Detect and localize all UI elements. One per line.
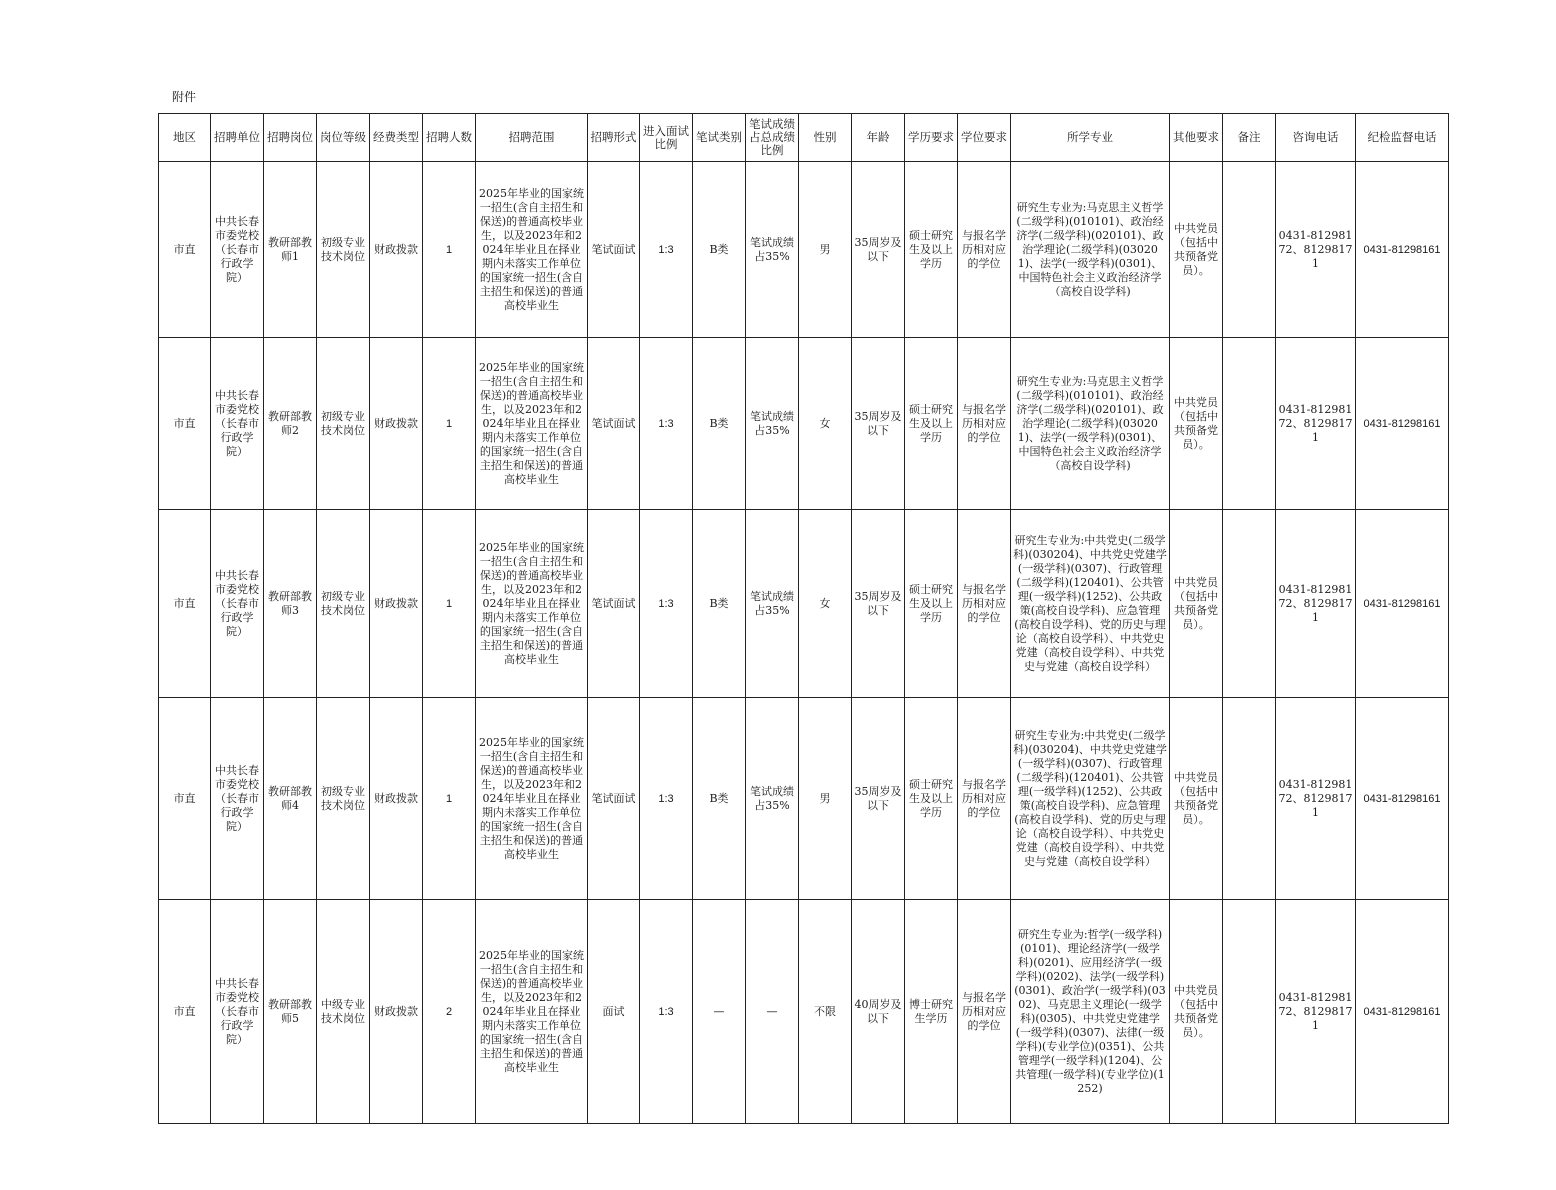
funding-cell: 财政拨款 — [370, 338, 423, 510]
form-cell: 面试 — [588, 900, 640, 1124]
scope-cell: 2025年毕业的国家统一招生(含自主招生和保送)的普通高校毕业生，以及2023年和2024年毕业且在择业期内未落实工作单位的国家统一招生(含自主招生和保送)的普通高校毕业生 — [476, 510, 588, 698]
header-cell: 年龄 — [852, 114, 905, 162]
ratio-cell: 1:3 — [640, 698, 693, 900]
other-requirements-cell: 中共党员（包括中共预备党员）。 — [1170, 510, 1223, 698]
ratio-cell: 1:3 — [640, 162, 693, 338]
gender-cell: 男 — [799, 698, 852, 900]
funding-cell: 财政拨款 — [370, 698, 423, 900]
header-cell: 学历要求 — [905, 114, 958, 162]
post-cell: 教研部教师1 — [264, 162, 317, 338]
supervision-phone-cell: 0431-81298161 — [1356, 900, 1449, 1124]
gender-cell: 女 — [799, 338, 852, 510]
supervision-phone-cell: 0431-81298161 — [1356, 698, 1449, 900]
age-cell: 35周岁及以下 — [852, 510, 905, 698]
header-cell: 招聘单位 — [211, 114, 264, 162]
degree-cell: 与报名学历相对应的学位 — [958, 338, 1011, 510]
gender-cell: 男 — [799, 162, 852, 338]
post-cell: 教研部教师2 — [264, 338, 317, 510]
age-cell: 35周岁及以下 — [852, 698, 905, 900]
form-cell: 笔试面试 — [588, 510, 640, 698]
form-cell: 笔试面试 — [588, 338, 640, 510]
ratio-cell: 1:3 — [640, 510, 693, 698]
exam-weight-cell: 笔试成绩占35% — [746, 510, 799, 698]
exam-type-cell: B类 — [693, 698, 746, 900]
education-cell: 博士研究生学历 — [905, 900, 958, 1124]
post-cell: 教研部教师4 — [264, 698, 317, 900]
remark-cell — [1223, 162, 1276, 338]
count-cell: 2 — [423, 900, 476, 1124]
count-cell: 1 — [423, 698, 476, 900]
remark-cell — [1223, 510, 1276, 698]
ratio-cell: 1:3 — [640, 900, 693, 1124]
header-cell: 招聘人数 — [423, 114, 476, 162]
header-cell: 所学专业 — [1011, 114, 1170, 162]
exam-type-cell: — — [693, 900, 746, 1124]
unit-cell: 中共长春市委党校（长春市行政学院） — [211, 698, 264, 900]
major-cell: 研究生专业为:马克思主义哲学(二级学科)(010101)、政治经济学(二级学科)(020101)、政治学理论(二级学科)(030201)、法学(一级学科)(0301)、中国特色社会主义政治经济学（高校自设学科) — [1011, 338, 1170, 510]
other-requirements-cell: 中共党员（包括中共预备党员）。 — [1170, 698, 1223, 900]
region-cell: 市直 — [159, 338, 211, 510]
table-row — [159, 698, 1449, 900]
header-cell: 招聘岗位 — [264, 114, 317, 162]
count-cell: 1 — [423, 510, 476, 698]
unit-cell: 中共长春市委党校（长春市行政学院） — [211, 338, 264, 510]
exam-weight-cell: 笔试成绩占35% — [746, 698, 799, 900]
header-cell: 招聘形式 — [588, 114, 640, 162]
header-cell: 招聘范围 — [476, 114, 588, 162]
other-requirements-cell: 中共党员（包括中共预备党员）。 — [1170, 162, 1223, 338]
header-cell: 备注 — [1223, 114, 1276, 162]
gender-cell: 不限 — [799, 900, 852, 1124]
major-cell: 研究生专业为:马克思主义哲学(二级学科)(010101)、政治经济学(二级学科)(020101)、政治学理论(二级学科)(030201)、法学(一级学科)(0301)、中国特色社会主义政治经济学（高校自设学科) — [1011, 162, 1170, 338]
funding-cell: 财政拨款 — [370, 162, 423, 338]
degree-cell: 与报名学历相对应的学位 — [958, 900, 1011, 1124]
table-row — [159, 510, 1449, 698]
degree-cell: 与报名学历相对应的学位 — [958, 162, 1011, 338]
count-cell: 1 — [423, 338, 476, 510]
ratio-cell: 1:3 — [640, 338, 693, 510]
form-cell: 笔试面试 — [588, 162, 640, 338]
phone-cell: 0431-81298172、81298171 — [1276, 338, 1356, 510]
scope-cell: 2025年毕业的国家统一招生(含自主招生和保送)的普通高校毕业生，以及2023年和2024年毕业且在择业期内未落实工作单位的国家统一招生(含自主招生和保送)的普通高校毕业生 — [476, 900, 588, 1124]
funding-cell: 财政拨款 — [370, 510, 423, 698]
exam-type-cell: B类 — [693, 510, 746, 698]
header-cell: 岗位等级 — [317, 114, 370, 162]
funding-cell: 财政拨款 — [370, 900, 423, 1124]
region-cell: 市直 — [159, 510, 211, 698]
unit-cell: 中共长春市委党校（长春市行政学院） — [211, 162, 264, 338]
header-row — [159, 114, 1449, 162]
header-cell: 咨询电话 — [1276, 114, 1356, 162]
education-cell: 硕士研究生及以上学历 — [905, 698, 958, 900]
remark-cell — [1223, 338, 1276, 510]
region-cell: 市直 — [159, 698, 211, 900]
post-cell: 教研部教师5 — [264, 900, 317, 1124]
attachment-label: 附件 — [172, 90, 197, 104]
header-cell: 其他要求 — [1170, 114, 1223, 162]
phone-cell: 0431-81298172、81298171 — [1276, 698, 1356, 900]
level-cell: 初级专业技术岗位 — [317, 162, 370, 338]
level-cell: 初级专业技术岗位 — [317, 338, 370, 510]
degree-cell: 与报名学历相对应的学位 — [958, 510, 1011, 698]
scope-cell: 2025年毕业的国家统一招生(含自主招生和保送)的普通高校毕业生，以及2023年和2024年毕业且在择业期内未落实工作单位的国家统一招生(含自主招生和保送)的普通高校毕业生 — [476, 162, 588, 338]
exam-weight-cell: — — [746, 900, 799, 1124]
exam-type-cell: B类 — [693, 162, 746, 338]
exam-type-cell: B类 — [693, 338, 746, 510]
degree-cell: 与报名学历相对应的学位 — [958, 698, 1011, 900]
scope-cell: 2025年毕业的国家统一招生(含自主招生和保送)的普通高校毕业生，以及2023年和2024年毕业且在择业期内未落实工作单位的国家统一招生(含自主招生和保送)的普通高校毕业生 — [476, 698, 588, 900]
header-cell: 地区 — [159, 114, 211, 162]
other-requirements-cell: 中共党员（包括中共预备党员）。 — [1170, 900, 1223, 1124]
recruitment-table — [158, 113, 1449, 1124]
unit-cell: 中共长春市委党校（长春市行政学院） — [211, 510, 264, 698]
table-row — [159, 900, 1449, 1124]
major-cell: 研究生专业为:中共党史(二级学科)(030204)、中共党史党建学(一级学科)(0307)、行政管理(二级学科)(120401)、公共管理(一级学科)(1252)、公共政策(高校自设学科)、应急管理(高校自设学科)、党的历史与理论（高校自设学科）、中共党史党建（高校自设学科）、中共党史与党建（高校自设学科） — [1011, 510, 1170, 698]
header-cell: 经费类型 — [370, 114, 423, 162]
remark-cell — [1223, 698, 1276, 900]
level-cell: 中级专业技术岗位 — [317, 900, 370, 1124]
exam-weight-cell: 笔试成绩占35% — [746, 162, 799, 338]
header-cell: 纪检监督电话 — [1356, 114, 1449, 162]
header-cell: 笔试类别 — [693, 114, 746, 162]
count-cell: 1 — [423, 162, 476, 338]
age-cell: 35周岁及以下 — [852, 162, 905, 338]
region-cell: 市直 — [159, 162, 211, 338]
supervision-phone-cell: 0431-81298161 — [1356, 162, 1449, 338]
other-requirements-cell: 中共党员（包括中共预备党员）。 — [1170, 338, 1223, 510]
level-cell: 初级专业技术岗位 — [317, 510, 370, 698]
education-cell: 硕士研究生及以上学历 — [905, 338, 958, 510]
exam-weight-cell: 笔试成绩占35% — [746, 338, 799, 510]
supervision-phone-cell: 0431-81298161 — [1356, 510, 1449, 698]
post-cell: 教研部教师3 — [264, 510, 317, 698]
level-cell: 初级专业技术岗位 — [317, 698, 370, 900]
phone-cell: 0431-81298172、81298171 — [1276, 510, 1356, 698]
header-cell: 笔试成绩占总成绩比例 — [746, 114, 799, 162]
education-cell: 硕士研究生及以上学历 — [905, 510, 958, 698]
phone-cell: 0431-81298172、81298171 — [1276, 900, 1356, 1124]
header-cell: 性别 — [799, 114, 852, 162]
phone-cell: 0431-81298172、81298171 — [1276, 162, 1356, 338]
major-cell: 研究生专业为:哲学(一级学科)(0101)、理论经济学(一级学科)(0201)、应用经济学(一级学科)(0202)、法学(一级学科)(0301)、政治学(一级学科)(0302)、马克思主义理论(一级学科)(0305)、中共党史党建学(一级学科)(0307)、法律(一级学科)(专业学位)(0351)、公共管理学(一级学科)(1204)、公共管理(一级学科)(专业学位)(1252) — [1011, 900, 1170, 1124]
table-row — [159, 338, 1449, 510]
unit-cell: 中共长春市委党校（长春市行政学院） — [211, 900, 264, 1124]
age-cell: 35周岁及以下 — [852, 338, 905, 510]
form-cell: 笔试面试 — [588, 698, 640, 900]
supervision-phone-cell: 0431-81298161 — [1356, 338, 1449, 510]
header-cell: 进入面试比例 — [640, 114, 693, 162]
scope-cell: 2025年毕业的国家统一招生(含自主招生和保送)的普通高校毕业生，以及2023年和2024年毕业且在择业期内未落实工作单位的国家统一招生(含自主招生和保送)的普通高校毕业生 — [476, 338, 588, 510]
major-cell: 研究生专业为:中共党史(二级学科)(030204)、中共党史党建学(一级学科)(0307)、行政管理(二级学科)(120401)、公共管理(一级学科)(1252)、公共政策(高校自设学科)、应急管理(高校自设学科)、党的历史与理论（高校自设学科）、中共党史党建（高校自设学科）、中共党史与党建（高校自设学科） — [1011, 698, 1170, 900]
education-cell: 硕士研究生及以上学历 — [905, 162, 958, 338]
gender-cell: 女 — [799, 510, 852, 698]
region-cell: 市直 — [159, 900, 211, 1124]
age-cell: 40周岁及以下 — [852, 900, 905, 1124]
header-cell: 学位要求 — [958, 114, 1011, 162]
table-row — [159, 162, 1449, 338]
remark-cell — [1223, 900, 1276, 1124]
